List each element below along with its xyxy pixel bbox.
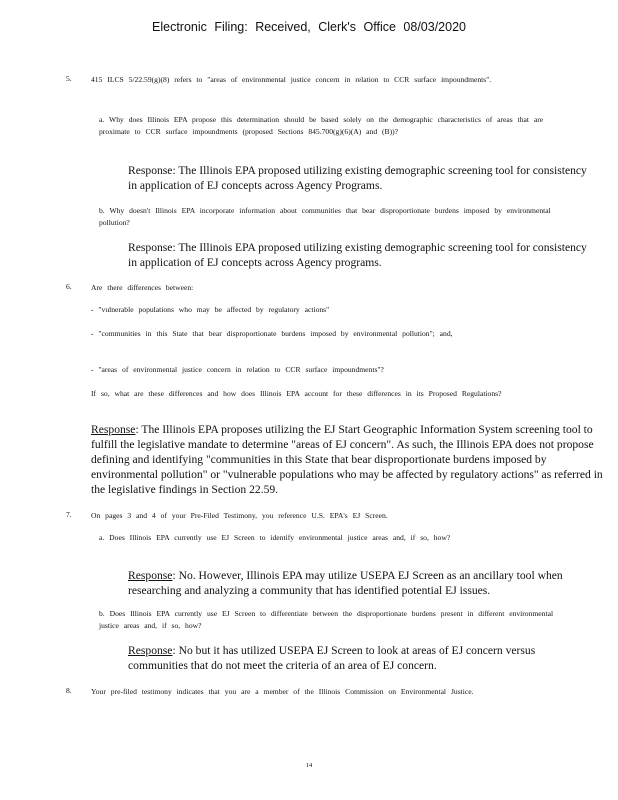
question-5b-text: b. Why doesn't Illinois EPA incorporate information about communities that bear disproportionate burdens imposed by environmental pollution?: [99, 206, 551, 227]
response-text: : No but it has utilized USEPA EJ Screen to look at areas of EJ concern versus communities that do not meet the criteria of an area of EJ concern.: [128, 644, 536, 672]
question-8-number: 8.: [66, 686, 72, 695]
question-5-text: 415 ILCS 5/22.59(g)(8) refers to "areas of environmental justice concern in relation to CCR surface impoundments".: [91, 75, 492, 84]
response-label: Response: [128, 569, 173, 582]
question-7a-response: [128, 568, 598, 598]
question-7-text: On pages 3 and 4 of your Pre-Filed Testimony, you reference U.S. EPA's EJ Screen.: [91, 511, 388, 520]
question-5b-response: Response: The Illinois EPA proposed utilizing existing demographic screening tool for consistency in application of EJ concepts across Agency programs.: [128, 241, 587, 269]
question-7a-text: a. Does Illinois EPA currently use EJ Screen to identify environmental justice areas and, if so, how?: [99, 533, 451, 542]
question-6-item-1: - "vulnerable populations who may be affected by regulatory actions": [91, 305, 330, 314]
question-7-number: 7.: [66, 510, 72, 519]
question-5a-text: a. Why does Illinois EPA propose this determination should be based solely on the demographic characteristics of areas that are proximate to CCR surface impoundments (proposed Sections 845.700(g)(6)(A) and (B))?: [99, 115, 544, 136]
question-7b-response: [128, 643, 598, 673]
filing-header: Electronic Filing: Received, Clerk's Office 08/03/2020: [152, 20, 466, 34]
question-6-intro: Are there differences between:: [91, 283, 194, 292]
question-6-number: 6.: [66, 282, 72, 291]
question-6-response: [91, 422, 609, 497]
question-8-text: Your pre-filed testimony indicates that you are a member of the Illinois Commission on Environmental Justice.: [91, 687, 474, 696]
page-number: 14: [305, 762, 313, 769]
question-6-item-3: - "areas of environmental justice concern in relation to CCR surface impoundments"?: [91, 365, 384, 374]
question-5a-response: Response: The Illinois EPA proposed utilizing existing demographic screening tool for consistency in application of EJ concepts across Agency Programs.: [128, 164, 587, 192]
question-6-followup: If so, what are these differences and how does Illinois EPA account for these differences in its Proposed Regulations?: [91, 389, 502, 398]
response-text: : The Illinois EPA proposes utilizing the EJ Start Geographic Information System screening tool to fulfill the legislative mandate to determine "areas of EJ concern". As such, the Illinois EPA does not propose defining and identifying "communities in this State that bear disproportionate burdens imposed by environmental pollution" or "vulnerable populations who may be affected by regulatory actions" as referred in the legislative findings in Section 22.59.: [91, 423, 603, 496]
response-text: : No. However, Illinois EPA may utilize USEPA EJ Screen as an ancillary tool when researching and analyzing a community that has identified potential EJ issues.: [128, 569, 563, 597]
response-label: Response: [128, 644, 173, 657]
question-6-item-2: - "communities in this State that bear disproportionate burdens imposed by environmental pollution"; and,: [91, 329, 453, 338]
question-7b-text: b. Does Illinois EPA currently use EJ Screen to differentiate between the disproportionate burdens present in different environmental justice areas and, if so, how?: [99, 609, 554, 630]
question-5-number: 5.: [66, 74, 72, 83]
response-label: Response: [91, 423, 136, 436]
